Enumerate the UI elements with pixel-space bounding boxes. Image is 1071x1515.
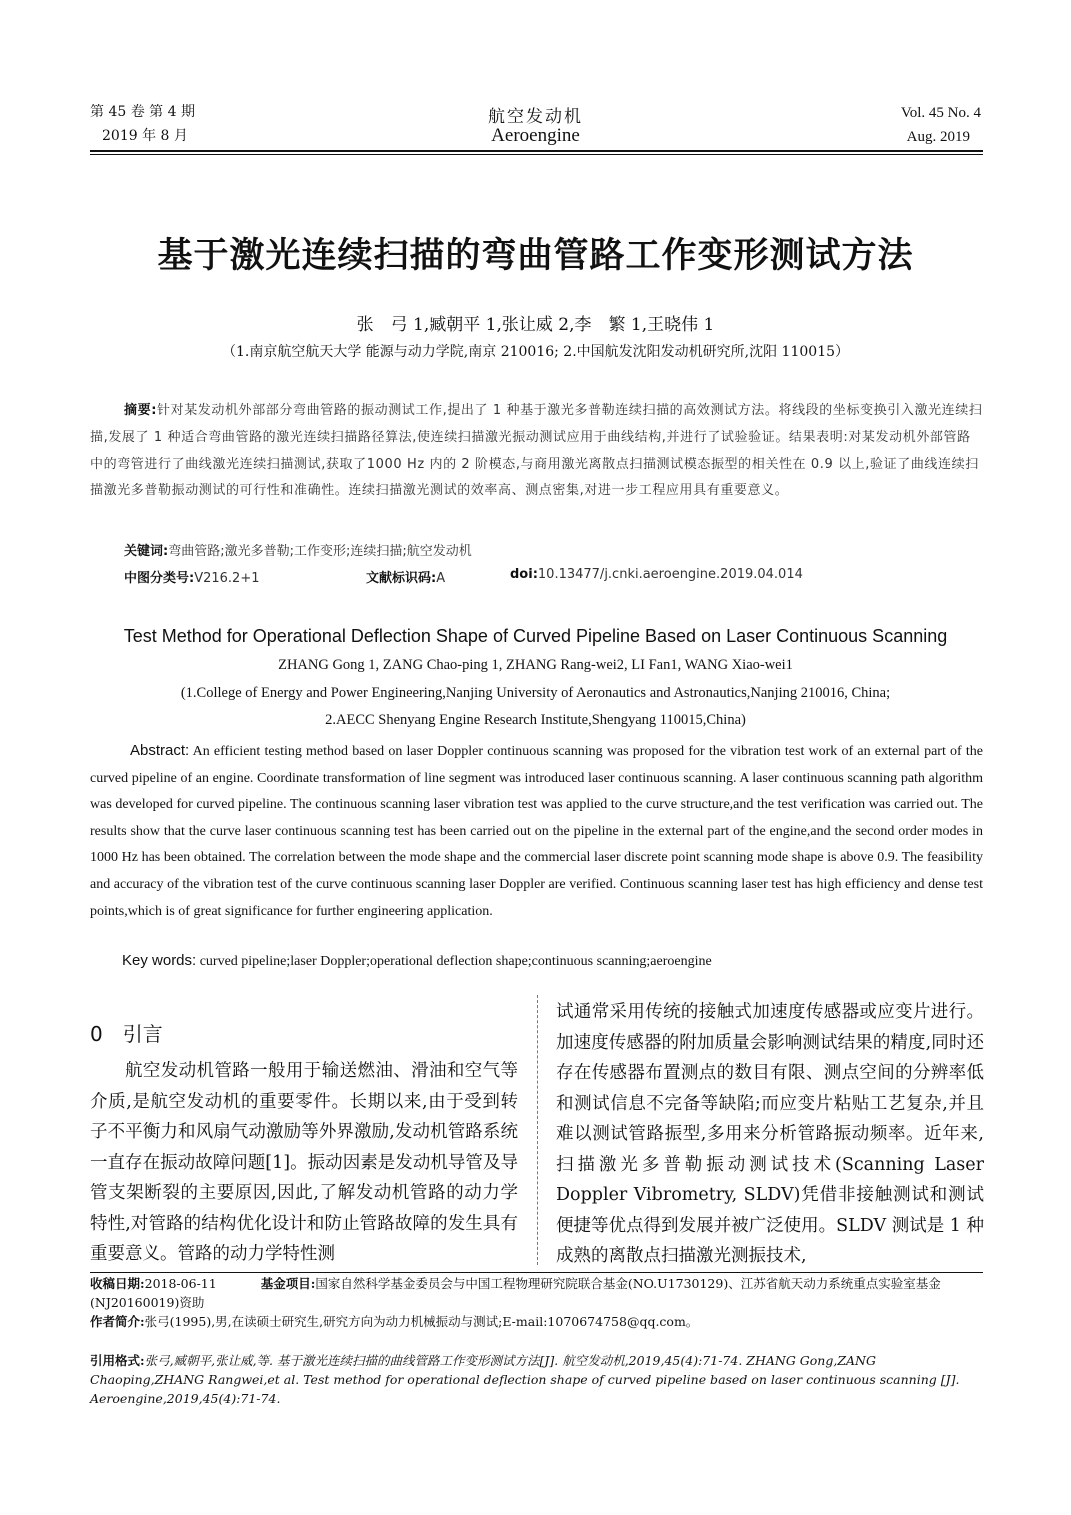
header-rule — [90, 150, 983, 152]
column-divider — [537, 995, 538, 1265]
footnote-rule — [90, 1272, 983, 1273]
affiliation-en-2: 2.AECC Shenyang Engine Research Institute,Shengyang 110015,China) — [325, 712, 746, 728]
authors-en: ZHANG Gong 1, ZANG Chao-ping 1, ZHANG Rang-wei2, LI Fan1, WANG Xiao-wei1 — [278, 657, 793, 673]
paper-title-cn: 基于激光连续扫描的弯曲管路工作变形测试方法 — [157, 235, 914, 276]
keywords-en-text: curved pipeline;laser Doppler;operational deflection shape;continuous scanning;aeroengine — [199, 954, 712, 969]
author-bio-label: 作者简介: — [90, 1314, 145, 1329]
keywords-en — [122, 952, 712, 970]
received-date: 2018-06-11 — [144, 1276, 217, 1291]
citation-label: 引用格式: — [90, 1353, 145, 1368]
body-column-right — [556, 997, 984, 1272]
paper-title-en: Test Method for Operational Deflection Shape of Curved Pipeline Based on Laser Continuous Scanning — [123, 626, 948, 646]
date-en: Aug. 2019 — [906, 129, 970, 145]
affiliation-cn: （1.南京航空航天大学 能源与动力学院,南京 210016; 2.中国航发沈阳发动机研究所,沈阳 110015） — [221, 344, 850, 360]
header-rule-thin — [90, 154, 983, 155]
section-heading: 0 引言 — [90, 1022, 163, 1046]
abstract-cn — [90, 398, 983, 505]
doi-value: 10.13477/j.cnki.aeroengine.2019.04.014 — [537, 567, 803, 582]
date-cn: 2019 年 8 月 — [102, 128, 188, 144]
keywords-cn-text: 弯曲管路;激光多普勒;工作变形;连续扫描;航空发动机 — [168, 544, 472, 559]
body-column-left — [90, 1056, 518, 1270]
body-paragraph-right: 试通常采用传统的接触式加速度传感器或应变片进行。加速度传感器的附加质量会影响测试结果的精度,同时还存在传感器布置测点的数目有限、测点空间的分辨率低和测试信息不完备等缺陷;而应变片粘贴工艺复杂,并且难以测试管路振型,多用来分析管路振动频率。近年来,扫描激光多普勒振动测试技术(Scanning Laser Doppler Vibrometry, SLDV)凭借非接触测试和测试便捷等优点得到发展并被广泛使用。SLDV 测试是 1 种成熟的离散点扫描激光测振技术, — [556, 1002, 984, 1266]
document-code — [366, 567, 445, 586]
author-bio-text: 张弓(1995),男,在读硕士研究生,研究方向为动力机械振动与测试;E-mail:1070674758@qq.com。 — [144, 1314, 699, 1329]
abstract-en — [90, 738, 983, 925]
footnote-received-fund — [90, 1274, 983, 1312]
citation-text: 张弓,臧朝平,张让威,等. 基于激光连续扫描的曲线管路工作变形测试方法[J]. 航空发动机,2019,45(4):71-74. ZHANG Gong,ZANG Chaoping,ZHANG Rangwei,et al. Test method for operational deflection shape of curved pipeline based on laser continuous scanning [J]. Aeroengine,2019,45(4):71-74. — [90, 1353, 960, 1406]
abstract-en-text: An efficient testing method based on laser Doppler continuous scanning was proposed for the vibration test work of an external part of the curved pipeline of an engine. Coordinate transformation of line segment was introduced laser continuous scanning. A laser continuous scanning path algorithm was developed for curved pipeline. The continuous scanning laser vibration test was applied to the curve structure,and the test verification was carried out. The results show that the curve laser continuous scanning test has been carried out on the pipeline in the external part of the engine,and the second order modes in 1000 Hz has been obtained. The correlation between the mode shape and the commercial laser discrete point scanning mode shape is above 0.9. The feasibility and accuracy of the vibration test of the curve continuous scanning laser Doppler are verified. Continuous scanning laser test has high efficiency and dense test points,which is of great significance for further engineering application. — [90, 744, 983, 919]
journal-name-cn: 航空发动机 — [488, 107, 583, 127]
keywords-cn-label: 关键词: — [124, 544, 169, 559]
affiliation-en-1: (1.College of Energy and Power Engineering,Nanjing University of Aeronautics and Astronautics,Nanjing 210016, China; — [180, 685, 891, 701]
doi — [510, 567, 803, 582]
volume-issue-en: Vol. 45 No. 4 — [900, 105, 981, 121]
clc-value: V216.2+1 — [194, 571, 260, 586]
fund-text: 国家自然科学基金委员会与中国工程物理研究院联合基金(NO.U1730129)、江苏省航天动力系统重点实验室基金(NJ20160019)资助 — [90, 1276, 941, 1310]
journal-name-en: Aeroengine — [491, 125, 580, 146]
abstract-cn-label: 摘要: — [124, 403, 157, 418]
received-label: 收稿日期: — [90, 1276, 145, 1291]
abstract-en-label: Abstract: — [130, 742, 190, 759]
doc-code-label: 文献标识码: — [366, 571, 437, 586]
footnote-author — [90, 1312, 983, 1331]
citation-format — [90, 1351, 983, 1408]
doi-label: doi: — [510, 567, 538, 582]
clc-number — [124, 567, 259, 586]
keywords-cn — [124, 540, 472, 559]
fund-label: 基金项目: — [260, 1276, 316, 1291]
doc-code-value: A — [436, 571, 446, 586]
body-paragraph-left: 航空发动机管路一般用于输送燃油、滑油和空气等介质,是航空发动机的重要零件。长期以来,由于受到转子不平衡力和风扇气动激励等外界激励,发动机管路系统一直存在振动故障问题[1]。振动因素是发动机导管及导管支架断裂的主要原因,因此,了解发动机管路的动力学特性,对管路的结构优化设计和防止管路故障的发生具有重要意义。管路的动力学特性测 — [90, 1061, 518, 1264]
authors-cn: 张 弓 1,臧朝平 1,张让威 2,李 繁 1,王晓伟 1 — [356, 315, 715, 335]
volume-issue-cn: 第 45 卷 第 4 期 — [90, 104, 195, 120]
clc-label: 中图分类号: — [124, 571, 195, 586]
abstract-cn-text: 针对某发动机外部部分弯曲管路的振动测试工作,提出了 1 种基于激光多普勒连续扫描的高效测试方法。将线段的坐标变换引入激光连续扫描,发展了 1 种适合弯曲管路的激光连续扫描路径算法,使连续扫描激光振动测试应用于曲线结构,并进行了试验验证。结果表明:对某发动机外部管路中的弯管进行了曲线激光连续扫描测试,获取了1000 Hz 内的 2 阶模态,与商用激光离散点扫描测试模态振型的相关性在 0.9 以上,验证了曲线连续扫描激光多普勒振动测试的可行性和准确性。连续扫描激光测试的效率高、测点密集,对进一步工程应用具有重要意义。 — [90, 403, 983, 499]
keywords-en-label: Key words: — [122, 952, 197, 969]
